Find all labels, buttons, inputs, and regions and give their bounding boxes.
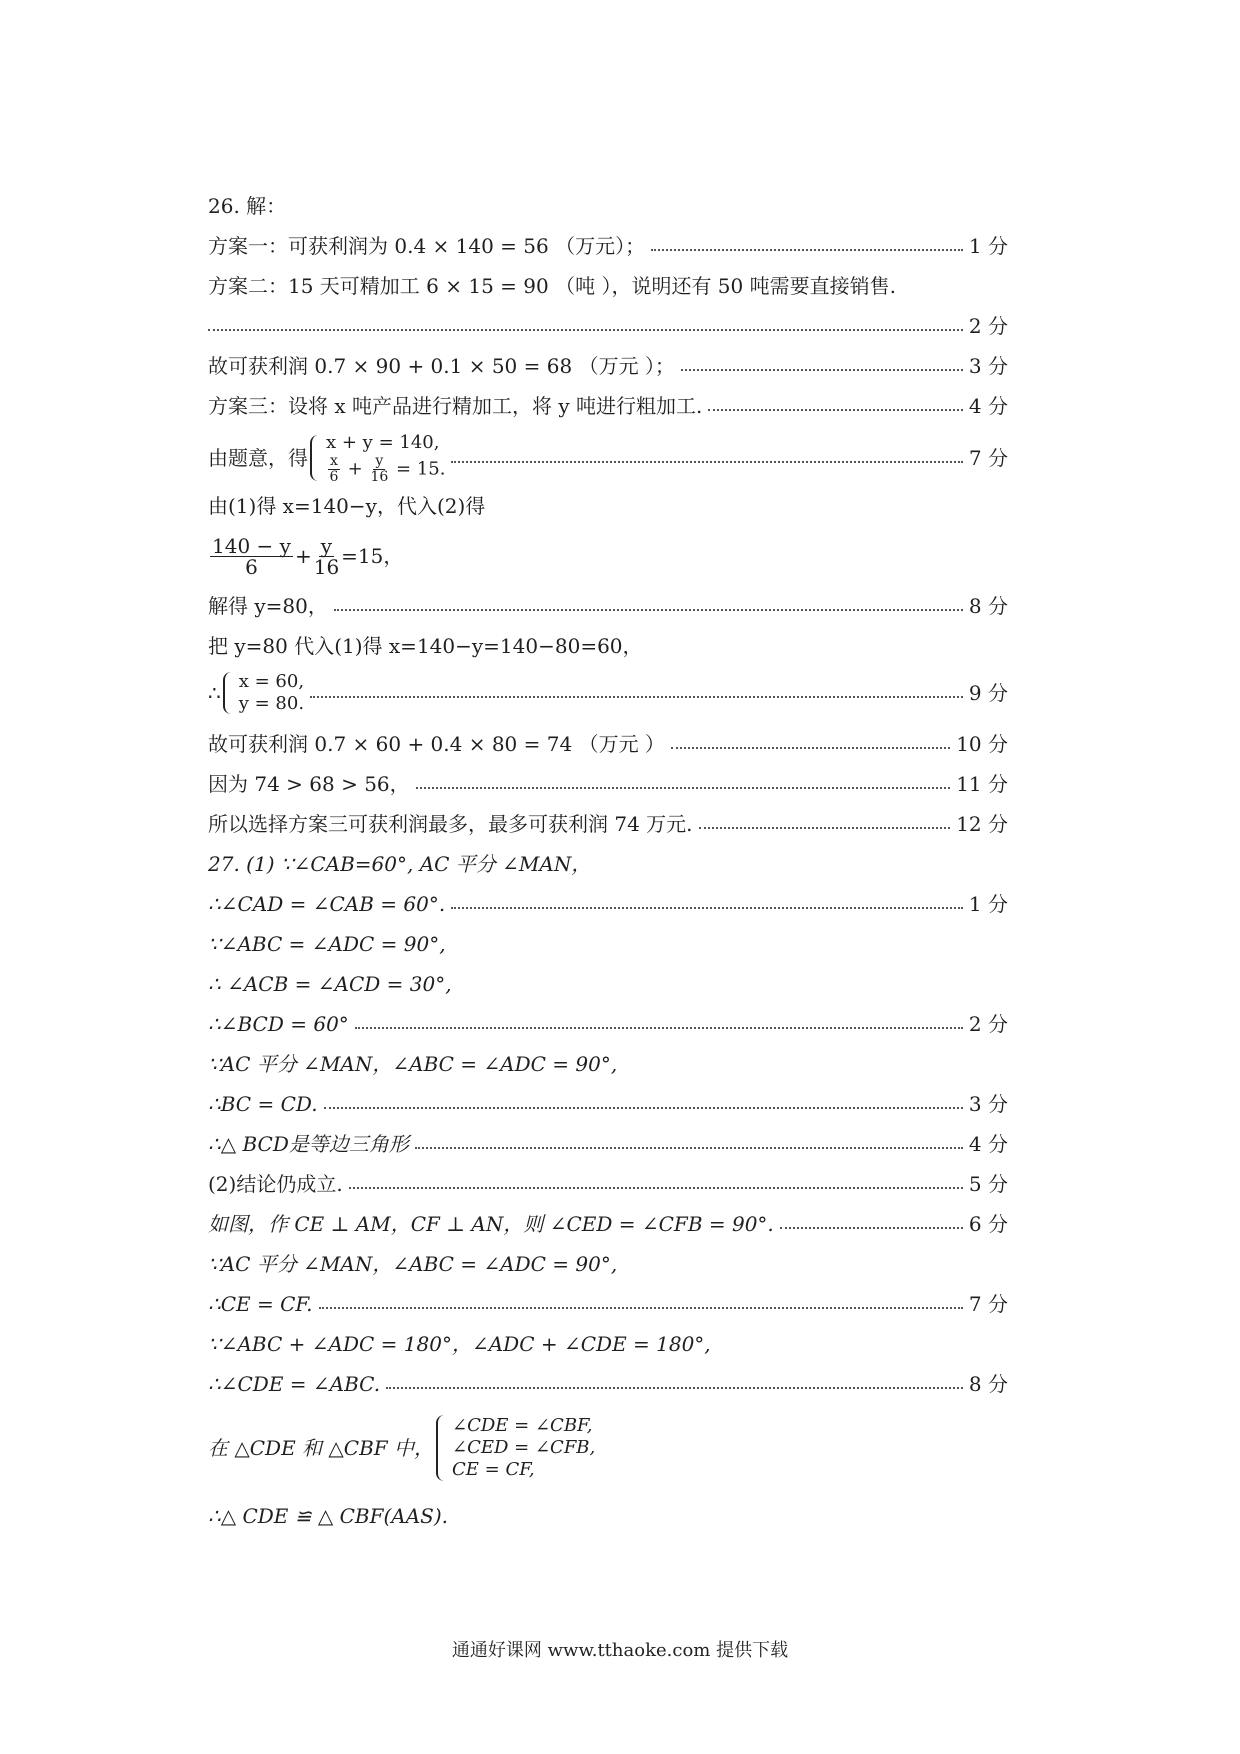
- p27-line-4: [208, 970, 1008, 998]
- p27-line-7: [208, 1090, 1008, 1118]
- p27-line-10-text: 如图，作 CE ⊥ AM，CF ⊥ AN，则 ∠CED = ∠CFB = 90°.: [208, 1212, 774, 1236]
- equation-system: [221, 671, 304, 715]
- condition-2: ∠CED = ∠CFB,: [452, 1437, 596, 1458]
- p26-line-9: [208, 632, 1008, 660]
- p27-line-9: [208, 1170, 1008, 1198]
- p26-line-12-text: 因为 74 > 68 > 56，: [208, 772, 410, 796]
- p26-line-10: [208, 668, 1008, 718]
- dot-leader: [451, 907, 963, 909]
- p27-line-14: [208, 1370, 1008, 1398]
- dot-leader: [671, 747, 950, 749]
- brace-icon: [436, 1415, 448, 1481]
- p26-line-2-score: [208, 312, 1008, 340]
- fraction-denominator: 16: [370, 468, 389, 485]
- p26-line-6-text: 由(1)得 x=140−y，代入(2)得: [208, 494, 486, 518]
- p27-line-3-text: ∵∠ABC = ∠ADC = 90°,: [208, 932, 446, 956]
- p26-line-11: [208, 730, 1008, 758]
- dot-leader: [349, 1187, 963, 1189]
- operator: +: [347, 458, 363, 479]
- p26-line-3: [208, 352, 1008, 380]
- p27-line-5-text: ∴∠BCD = 60°: [208, 1012, 349, 1036]
- p27-line-7-text: ∴BC = CD.: [208, 1092, 318, 1116]
- p27-line-12-text: ∴CE = CF.: [208, 1292, 313, 1316]
- p27-line-11-text: ∵AC 平分 ∠MAN，∠ABC = ∠ADC = 90°,: [208, 1252, 618, 1276]
- score-label: 2 分: [968, 1012, 1008, 1036]
- score-label: 7 分: [968, 446, 1008, 470]
- dot-leader: [324, 1107, 963, 1109]
- p26-line-1: [208, 232, 1008, 260]
- fraction-denominator: 6: [329, 468, 339, 485]
- score-label: 1 分: [968, 234, 1008, 258]
- score-label: 6 分: [968, 1212, 1008, 1236]
- score-label: 9 分: [968, 681, 1008, 705]
- p26-line-6: [208, 492, 1008, 520]
- fraction-denominator: 6: [245, 554, 258, 579]
- p26-line-1-text: 方案一：可获利润为 0.4 × 140 = 56 （万元）；: [208, 234, 646, 258]
- score-label: 10 分: [956, 732, 1008, 756]
- condition-3: CE = CF,: [452, 1459, 535, 1480]
- dot-leader: [708, 409, 963, 411]
- score-label: 4 分: [968, 394, 1008, 418]
- dot-leader: [699, 827, 951, 829]
- p27-line-13-text: ∵∠ABC + ∠ADC = 180°，∠ADC + ∠CDE = 180°,: [208, 1332, 711, 1356]
- dot-leader: [681, 369, 963, 371]
- therefore-symbol: ∴: [208, 681, 221, 705]
- p27-line-16-text: ∴△ CDE ≌ △ CBF(AAS).: [208, 1504, 449, 1528]
- p26-line-4: [208, 392, 1008, 420]
- score-label: 3 分: [968, 1092, 1008, 1116]
- brace-icon: [310, 435, 322, 481]
- p26-line-8: [208, 592, 1008, 620]
- p26-line-8-text: 解得 y=80，: [208, 594, 328, 618]
- p27-line-3: [208, 930, 1008, 958]
- equation-1: x = 60,: [238, 671, 305, 692]
- dot-leader: [415, 1147, 963, 1149]
- score-label: 11 分: [956, 772, 1008, 796]
- page-footer: 通通好课网 www.tthaoke.com 提供下载: [451, 1640, 789, 1661]
- p27-line-8-text: ∴△ BCD是等边三角形: [208, 1132, 409, 1156]
- fraction-numerator: y: [320, 533, 333, 558]
- p27-line-6-text: ∵AC 平分 ∠MAN，∠ABC = ∠ADC = 90°,: [208, 1052, 618, 1076]
- dot-leader: [651, 249, 963, 251]
- p26-line-7: [208, 530, 1008, 582]
- score-label: 12 分: [956, 812, 1008, 836]
- score-label: 5 分: [968, 1172, 1008, 1196]
- equation-system: [434, 1415, 595, 1481]
- dot-leader: [334, 609, 963, 611]
- equation-2: [326, 454, 445, 485]
- equation-rhs: =15，: [341, 544, 404, 568]
- p27-line-2-text: ∴∠CAD = ∠CAB = 60°.: [208, 892, 446, 916]
- dot-leader: [451, 461, 962, 463]
- p27-line-13: [208, 1330, 1008, 1358]
- p27-line-12: [208, 1290, 1008, 1318]
- equation-system: [308, 432, 445, 485]
- fraction-numerator: 140 − y: [212, 533, 291, 558]
- p27-line-1-text: 27. (1) ∵∠CAB=60°, AC 平分 ∠MAN，: [208, 852, 592, 876]
- dot-leader: [208, 329, 963, 331]
- dot-leader: [319, 1307, 963, 1309]
- p26-line-11-text: 故可获利润 0.7 × 60 + 0.4 × 80 = 74 （万元 ）: [208, 732, 665, 756]
- p27-line-6: [208, 1050, 1008, 1078]
- dot-leader: [355, 1027, 963, 1029]
- score-label: 8 分: [968, 594, 1008, 618]
- p27-line-5: [208, 1010, 1008, 1038]
- p26-title: [208, 192, 1008, 220]
- dot-leader: [780, 1227, 963, 1229]
- fraction-numerator: x: [330, 452, 338, 469]
- p26-line-2: [208, 272, 1008, 300]
- p27-line-2: [208, 890, 1008, 918]
- score-label: 2 分: [968, 314, 1008, 338]
- dot-leader: [310, 696, 963, 698]
- dot-leader: [386, 1387, 963, 1389]
- p26-line-13: [208, 810, 1008, 838]
- p27-line-15-prefix: 在 △CDE 和 △CBF 中，: [208, 1436, 435, 1460]
- p26-line-9-text: 把 y=80 代入(1)得 x=140−y=140−80=60，: [208, 634, 643, 658]
- condition-1: ∠CDE = ∠CBF,: [452, 1415, 593, 1436]
- equation-1: x + y = 140,: [326, 431, 440, 453]
- score-label: 4 分: [968, 1132, 1008, 1156]
- p27-line-11: [208, 1250, 1008, 1278]
- score-label: 3 分: [968, 354, 1008, 378]
- p26-line-3-text: 故可获利润 0.7 × 90 + 0.1 × 50 = 68 （万元 ）；: [208, 354, 675, 378]
- p27-line-16: [208, 1502, 1008, 1530]
- p27-line-15: [208, 1412, 1008, 1484]
- p26-line-13-text: 所以选择方案三可获利润最多，最多可获利润 74 万元.: [208, 812, 693, 836]
- p27-line-14-text: ∴∠CDE = ∠ABC.: [208, 1372, 381, 1396]
- score-label: 7 分: [968, 1292, 1008, 1316]
- equation-2: y = 80.: [238, 693, 305, 714]
- p27-line-10: [208, 1210, 1008, 1238]
- operator: +: [294, 544, 312, 568]
- fraction-numerator: y: [375, 452, 384, 469]
- p27-line-9-text: (2)结论仍成立.: [208, 1172, 343, 1196]
- p27-line-1: [208, 850, 1008, 878]
- p26-line-4-text: 方案三：设将 x 吨产品进行精加工，将 y 吨进行粗加工.: [208, 394, 703, 418]
- fraction-denominator: 16: [313, 554, 340, 579]
- score-label: 1 分: [968, 892, 1008, 916]
- brace-icon: [223, 672, 235, 714]
- p26-line-5-prefix: 由题意，得: [208, 446, 308, 470]
- p26-line-2-text: 方案二：15 天可精加工 6 × 15 = 90 （吨 ），说明还有 50 吨需要直接销售.: [208, 274, 896, 298]
- dot-leader: [416, 787, 951, 789]
- p27-line-4-text: ∴ ∠ACB = ∠ACD = 30°,: [208, 972, 452, 996]
- p26-line-12: [208, 770, 1008, 798]
- p26-line-5: [208, 430, 1008, 486]
- score-label: 8 分: [968, 1372, 1008, 1396]
- p26-title-text: 26. 解：: [208, 194, 287, 218]
- equation-rhs: = 15.: [396, 458, 446, 479]
- p27-line-8: [208, 1130, 1008, 1158]
